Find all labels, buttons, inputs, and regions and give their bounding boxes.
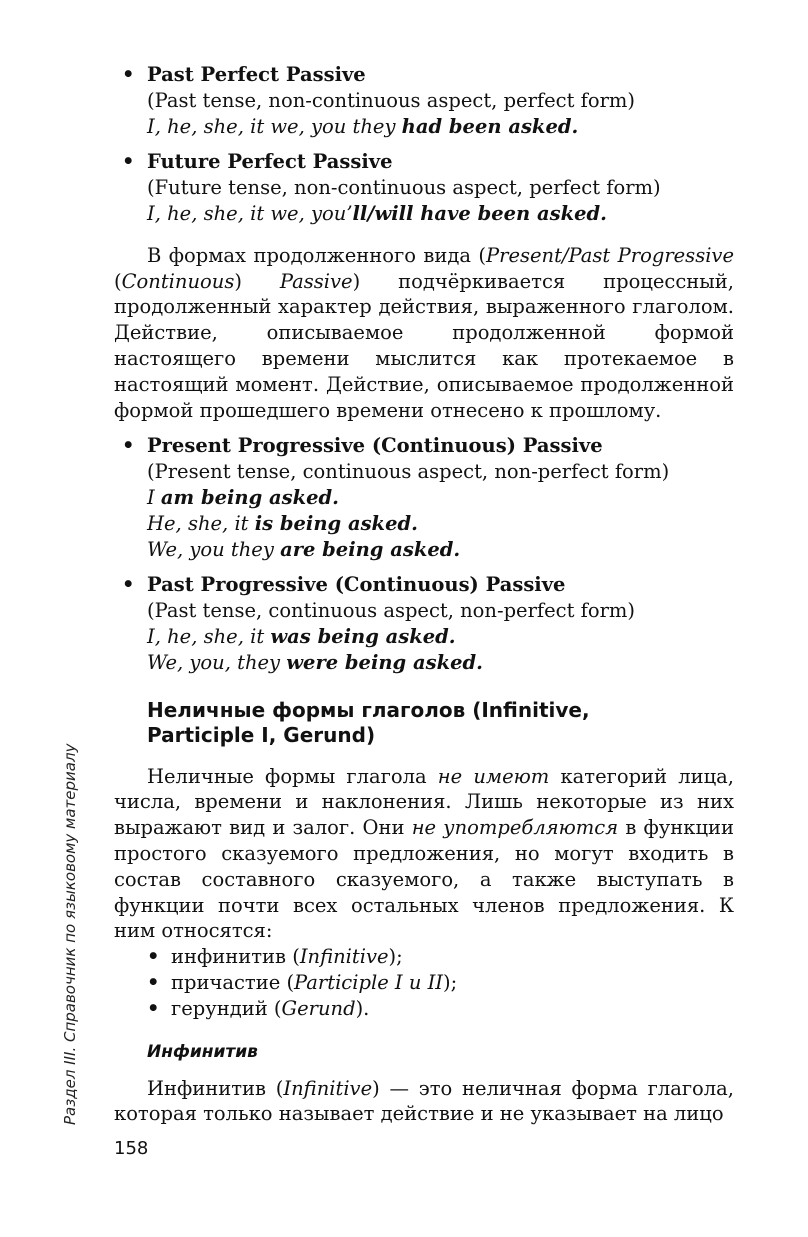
past-perfect-title: • Past Perfect Passive xyxy=(122,63,366,86)
future-perfect-example: I, he, she, it we, you’ll/will have been asked. xyxy=(147,201,607,225)
progressive-paragraph: В формах продолженного вида (Present/Past Progressive (Continuous) Passive) подчёркивается процессный, продолженный характер действия, выраженного глаголом. Действие, описываемое продолженной формой настоящего времени мыслится как протекаемое в настоящий момент. Действие, описываемое продолженной формой прошедшего времени отнесено к прошлому. xyxy=(114,243,734,422)
page-content xyxy=(114,62,734,1127)
page-number: 158 xyxy=(114,1138,149,1159)
present-progressive-desc: (Present tense, continuous aspect, non-perfect form) xyxy=(147,460,670,484)
past-progressive-example-1: I, he, she, it was being asked. xyxy=(147,624,456,648)
nonfinite-paragraph: Неличные формы глагола не имеют категорий лица, числа, времени и наклонения. Лишь некоторые из них выражают вид и залог. Они не употребляются в функции простого сказуемого предложения, но могут входить в состав составного сказуемого, а также выступать в функции почти всех остальных членов предложения. К ним относятся: xyxy=(114,764,734,943)
present-progressive-title: • Present Progressive (Continuous) Passive xyxy=(122,434,603,458)
nonfinite-list xyxy=(147,944,734,1021)
infinitive-subheading: Инфинитив xyxy=(147,1041,258,1062)
future-perfect-title: • Future Perfect Passive xyxy=(122,150,393,174)
infinitive-paragraph: Инфинитив (Infinitive) — это неличная форма глагола, которая только называет действие и не указывает на лицо xyxy=(114,1076,735,1126)
future-perfect-passive-block xyxy=(114,149,734,226)
past-perfect-passive-block xyxy=(114,62,734,139)
present-progressive-example-3: We, you they are being asked. xyxy=(147,537,461,561)
past-progressive-passive-block xyxy=(114,572,734,675)
future-perfect-desc: (Future tense, non-continuous aspect, perfect form) xyxy=(147,176,661,200)
present-progressive-example-1: I am being asked. xyxy=(147,485,339,509)
nonfinite-heading xyxy=(147,698,734,748)
present-progressive-passive-block xyxy=(114,433,734,562)
present-progressive-example-2: He, she, it is being asked. xyxy=(147,511,418,535)
nonfinite-heading-line-1: Неличные формы глаголов (Infinitive, xyxy=(147,697,590,722)
past-progressive-title: • Past Progressive (Continuous) Passive xyxy=(122,573,566,597)
past-progressive-example-2: We, you, they were being asked. xyxy=(147,650,483,674)
section-side-label: Раздел III. Справочник по языковому материалу xyxy=(61,743,79,1125)
list-item: • герундий (Gerund). xyxy=(147,996,734,1022)
past-perfect-example: I, he, she, it we, you they had been asked. xyxy=(147,114,579,138)
nonfinite-heading-line-2: Participle I, Gerund) xyxy=(147,722,376,747)
list-item: • причастие (Participle I и II); xyxy=(147,970,734,996)
past-progressive-desc: (Past tense, continuous aspect, non-perfect form) xyxy=(147,599,636,623)
list-item: • инфинитив (Infinitive); xyxy=(147,944,734,970)
past-perfect-desc: (Past tense, non-continuous aspect, perfect form) xyxy=(147,88,636,112)
